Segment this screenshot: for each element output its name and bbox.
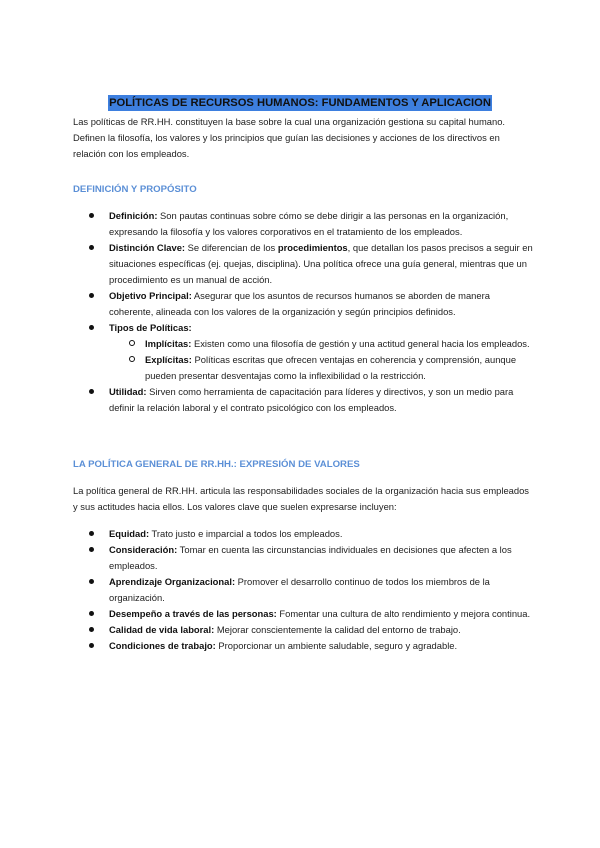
list-item-calidad [73,622,533,638]
list-item-utilidad [73,384,533,416]
section1-list [73,208,533,416]
bullet-icon [89,579,94,584]
item-text-post: , que detallan los pasos precisos a seguir en situaciones específicas (ej. quejas, disciplina). Una política ofrece una guía general, mientras que un procedimiento es un manual de acción. [109,242,533,285]
sub-item-explicitas [109,352,533,384]
bullet-icon [89,245,94,250]
bullet-icon [89,325,94,330]
item-label: Aprendizaje Organizacional: [109,576,236,587]
item-label: Objetivo Principal: [109,290,192,301]
sub-item-implicitas [109,336,533,352]
section2-heading: LA POLÍTICA GENERAL DE RR.HH.: EXPRESIÓN DE VALORES [73,459,360,470]
item-text: Trato justo e imparcial a todos los empleados. [149,528,343,539]
item-text-pre: Se diferencian de los [185,242,278,253]
item-label: Tipos de Políticas: [109,322,192,333]
item-text: Asegurar que los asuntos de recursos humanos se aborden de manera coherente, alineada con los valores de la organización y según principios definidos. [109,290,490,317]
list-item-objetivo [73,288,533,320]
item-label: Equidad: [109,528,150,539]
circle-bullet-icon [129,356,135,362]
title-wrap [0,93,600,111]
item-text: Tomar en cuenta las circunstancias individuales en decisiones que afecten a los empleados. [109,544,512,571]
list-item-distincion [73,240,533,288]
bullet-icon [89,611,94,616]
item-text: Proporcionar un ambiente saludable, seguro y agradable. [215,640,458,651]
item-text: Mejorar conscientemente la calidad del entorno de trabajo. [214,624,461,635]
item-text: Fomentar una cultura de alto rendimiento y mejora continua. [276,608,531,619]
list-item-condiciones [73,638,533,654]
item-label: Calidad de vida laboral: [109,624,215,635]
item-text: Sirven como herramienta de capacitación para líderes y directivos, y son un medio para definir la relación laboral y el contrato psicológico con los empleados. [109,386,514,413]
sub-item-label: Implícitas: [145,338,192,349]
section1-heading: DEFINICIÓN Y PROPÓSITO [73,184,197,195]
sub-item-text: Existen como una filosofía de gestión y una actitud general hacia los empleados. [191,338,530,349]
item-label: Definición: [109,210,158,221]
bullet-icon [89,547,94,552]
list-item-equidad [73,526,533,542]
item-text: Son pautas continuas sobre cómo se debe dirigir a las personas en la organización, expresando la filosofía y los valores corporativos en el tratamiento de los empleados. [109,210,509,237]
bullet-icon [89,531,94,536]
list-item-desempeno [73,606,533,622]
list-item-consideracion [73,542,533,574]
list-item-aprendizaje [73,574,533,606]
circle-bullet-icon [129,340,135,346]
item-label: Condiciones de trabajo: [109,640,216,651]
bullet-icon [89,293,94,298]
section2-list [73,526,533,654]
sub-item-text: Políticas escritas que ofrecen ventajas en coherencia y comprensión, aunque pueden presentar desventajas como la inflexibilidad o la restricción. [145,354,517,381]
item-text: Promover el desarrollo continuo de todos los miembros de la organización. [109,576,490,603]
item-label: Desempeño a través de las personas: [109,608,277,619]
item-label: Consideración: [109,544,178,555]
item-label: Utilidad: [109,386,147,397]
sub-list [109,336,533,384]
list-item-definicion [73,208,533,240]
list-item-tipos [73,320,533,384]
bullet-icon [89,213,94,218]
item-text-bold: procedimientos [277,242,348,253]
bullet-icon [89,627,94,632]
bullet-icon [89,643,94,648]
sub-item-label: Explícitas: [145,354,192,365]
section2-intro: La política general de RR.HH. articula las responsabilidades sociales de la organización hacia sus empleados y sus actitudes hacia ellos. Los valores clave que suelen expresarse incluyen: [73,485,529,512]
document-title: POLÍTICAS DE RECURSOS HUMANOS: FUNDAMENTOS Y APLICACION [109,97,491,109]
intro-paragraph: Las políticas de RR.HH. constituyen la base sobre la cual una organización gestiona su capital humano. Definen la filosofía, los valores y los principios que guían las decisiones y acciones de los directivos en relación con los empleados. [73,116,506,159]
item-label: Distinción Clave: [109,242,186,253]
bullet-icon [89,389,94,394]
